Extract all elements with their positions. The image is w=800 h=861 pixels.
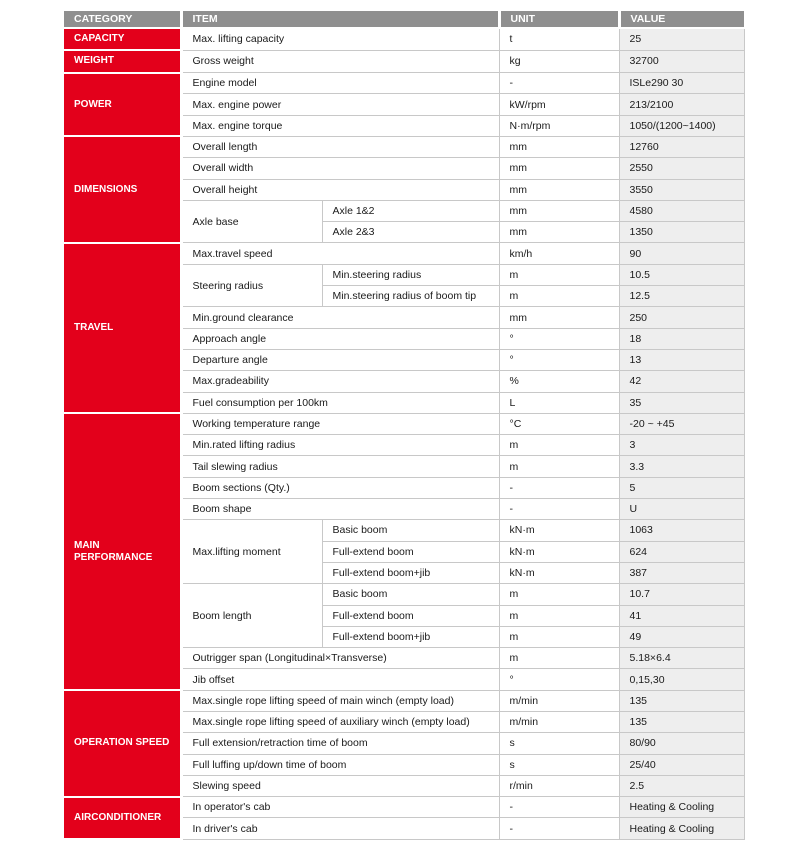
item-cell: Gross weight <box>181 50 499 72</box>
item-cell: Overall length <box>181 136 499 157</box>
item-cell: Max.travel speed <box>181 243 499 264</box>
unit-cell: m <box>499 286 619 307</box>
value-cell: 18 <box>619 328 744 349</box>
value-cell: U <box>619 499 744 520</box>
unit-cell: L <box>499 392 619 413</box>
item-cell: Full extension/retraction time of boom <box>181 733 499 754</box>
unit-cell: % <box>499 371 619 392</box>
unit-cell: m <box>499 626 619 647</box>
value-cell: 1050/(1200~1400) <box>619 115 744 136</box>
table-row <box>64 50 744 72</box>
category-cell: OPERATION SPEED <box>64 690 181 796</box>
value-cell: 135 <box>619 690 744 711</box>
item-cell: Slewing speed <box>181 775 499 796</box>
sub-item-cell: Basic boom <box>322 520 499 541</box>
value-cell: 25/40 <box>619 754 744 775</box>
unit-cell: m <box>499 584 619 605</box>
unit-cell: ° <box>499 349 619 370</box>
unit-cell: kN·m <box>499 520 619 541</box>
unit-cell: r/min <box>499 775 619 796</box>
sub-item-cell: Full-extend boom+jib <box>322 626 499 647</box>
item-cell: Approach angle <box>181 328 499 349</box>
category-cell: TRAVEL <box>64 243 181 413</box>
item-cell: Boom sections (Qty.) <box>181 477 499 498</box>
value-cell: 10.5 <box>619 264 744 285</box>
unit-cell: s <box>499 733 619 754</box>
unit-cell: s <box>499 754 619 775</box>
item-cell: Tail slewing radius <box>181 456 499 477</box>
category-cell: WEIGHT <box>64 50 181 72</box>
item-cell: In driver's cab <box>181 818 499 839</box>
value-cell: 4580 <box>619 200 744 221</box>
unit-cell: mm <box>499 222 619 243</box>
sub-item-cell: Axle 2&3 <box>322 222 499 243</box>
value-cell: 250 <box>619 307 744 328</box>
header-value: VALUE <box>619 11 744 28</box>
unit-cell: m/min <box>499 690 619 711</box>
value-cell: 0,15,30 <box>619 669 744 690</box>
table-row <box>64 136 744 157</box>
sub-item-cell: Full-extend boom+jib <box>322 562 499 583</box>
item-cell: Jib offset <box>181 669 499 690</box>
item-cell: Departure angle <box>181 349 499 370</box>
item-cell: Max.single rope lifting speed of auxiliary winch (empty load) <box>181 712 499 733</box>
unit-cell: m/min <box>499 712 619 733</box>
value-cell: 42 <box>619 371 744 392</box>
category-cell: DIMENSIONS <box>64 136 181 242</box>
value-cell: 32700 <box>619 50 744 72</box>
table-row <box>64 797 744 818</box>
value-cell: 41 <box>619 605 744 626</box>
unit-cell: mm <box>499 136 619 157</box>
item-cell: Max.single rope lifting speed of main winch (empty load) <box>181 690 499 711</box>
sub-item-cell: Full-extend boom <box>322 605 499 626</box>
value-cell: Heating & Cooling <box>619 818 744 839</box>
unit-cell: kg <box>499 50 619 72</box>
sub-item-cell: Full-extend boom <box>322 541 499 562</box>
table-row <box>64 73 744 94</box>
value-cell: 49 <box>619 626 744 647</box>
unit-cell: m <box>499 435 619 456</box>
header-category: CATEGORY <box>64 11 181 28</box>
unit-cell: m <box>499 605 619 626</box>
value-cell: 1063 <box>619 520 744 541</box>
value-cell: -20 ~ +45 <box>619 413 744 434</box>
value-cell: 213/2100 <box>619 94 744 115</box>
item-cell: Outrigger span (Longitudinal×Transverse) <box>181 648 499 669</box>
unit-cell: mm <box>499 158 619 179</box>
unit-cell: kW/rpm <box>499 94 619 115</box>
value-cell: 3 <box>619 435 744 456</box>
item-cell: Max. engine torque <box>181 115 499 136</box>
unit-cell: - <box>499 499 619 520</box>
table-row <box>64 243 744 264</box>
unit-cell: km/h <box>499 243 619 264</box>
unit-cell: t <box>499 28 619 50</box>
unit-cell: - <box>499 818 619 839</box>
item-cell: Max. lifting capacity <box>181 28 499 50</box>
item-cell: Max.lifting moment <box>181 520 322 584</box>
value-cell: 12.5 <box>619 286 744 307</box>
value-cell: Heating & Cooling <box>619 797 744 818</box>
unit-cell: - <box>499 477 619 498</box>
category-cell: POWER <box>64 73 181 137</box>
value-cell: 90 <box>619 243 744 264</box>
item-cell: In operator's cab <box>181 797 499 818</box>
table-row <box>64 413 744 434</box>
item-cell: Min.ground clearance <box>181 307 499 328</box>
category-cell: AIRCONDITIONER <box>64 797 181 840</box>
item-cell: Boom shape <box>181 499 499 520</box>
value-cell: 25 <box>619 28 744 50</box>
table-row <box>64 28 744 50</box>
value-cell: 10.7 <box>619 584 744 605</box>
sub-item-cell: Min.steering radius <box>322 264 499 285</box>
value-cell: 2.5 <box>619 775 744 796</box>
item-cell: Axle base <box>181 200 322 243</box>
unit-cell: N·m/rpm <box>499 115 619 136</box>
value-cell: 1350 <box>619 222 744 243</box>
unit-cell: m <box>499 264 619 285</box>
value-cell: 12760 <box>619 136 744 157</box>
sub-item-cell: Basic boom <box>322 584 499 605</box>
value-cell: 3550 <box>619 179 744 200</box>
item-cell: Overall width <box>181 158 499 179</box>
unit-cell: m <box>499 456 619 477</box>
unit-cell: m <box>499 648 619 669</box>
value-cell: 35 <box>619 392 744 413</box>
unit-cell: - <box>499 797 619 818</box>
unit-cell: mm <box>499 200 619 221</box>
header-unit: UNIT <box>499 11 619 28</box>
sub-item-cell: Min.steering radius of boom tip <box>322 286 499 307</box>
unit-cell: kN·m <box>499 541 619 562</box>
item-cell: Boom length <box>181 584 322 648</box>
spec-table <box>64 11 745 840</box>
header-item: ITEM <box>181 11 499 28</box>
category-cell: CAPACITY <box>64 28 181 50</box>
unit-cell: - <box>499 73 619 94</box>
value-cell: 135 <box>619 712 744 733</box>
unit-cell: kN·m <box>499 562 619 583</box>
unit-cell: mm <box>499 307 619 328</box>
value-cell: ISLe290 30 <box>619 73 744 94</box>
spec-body <box>64 28 744 839</box>
item-cell: Min.rated lifting radius <box>181 435 499 456</box>
value-cell: 624 <box>619 541 744 562</box>
unit-cell: ° <box>499 328 619 349</box>
item-cell: Fuel consumption per 100km <box>181 392 499 413</box>
value-cell: 387 <box>619 562 744 583</box>
item-cell: Steering radius <box>181 264 322 307</box>
value-cell: 5.18×6.4 <box>619 648 744 669</box>
sub-item-cell: Axle 1&2 <box>322 200 499 221</box>
item-cell: Max. engine power <box>181 94 499 115</box>
table-row <box>64 690 744 711</box>
value-cell: 5 <box>619 477 744 498</box>
category-cell: MAIN PERFORMANCE <box>64 413 181 690</box>
item-cell: Max.gradeability <box>181 371 499 392</box>
item-cell: Engine model <box>181 73 499 94</box>
value-cell: 80/90 <box>619 733 744 754</box>
unit-cell: ° <box>499 669 619 690</box>
value-cell: 2550 <box>619 158 744 179</box>
unit-cell: °C <box>499 413 619 434</box>
item-cell: Overall height <box>181 179 499 200</box>
value-cell: 13 <box>619 349 744 370</box>
value-cell: 3.3 <box>619 456 744 477</box>
item-cell: Full luffing up/down time of boom <box>181 754 499 775</box>
item-cell: Working temperature range <box>181 413 499 434</box>
unit-cell: mm <box>499 179 619 200</box>
header-row <box>64 11 744 28</box>
